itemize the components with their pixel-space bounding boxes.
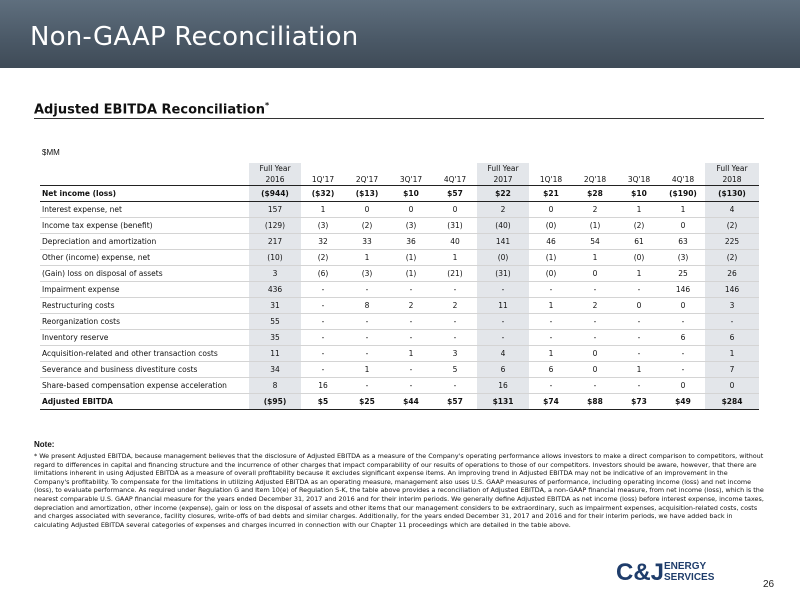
table-cell: - — [477, 314, 529, 330]
table-cell: 35 — [249, 330, 301, 346]
table-cell: - — [705, 314, 759, 330]
table-cell: 3 — [433, 346, 477, 362]
table-cell: - — [345, 330, 389, 346]
table-cell: 1 — [705, 346, 759, 362]
table-cell: 11 — [249, 346, 301, 362]
table-cell: 141 — [477, 234, 529, 250]
table-cell: - — [345, 346, 389, 362]
table-cell: - — [389, 378, 433, 394]
logo-text — [664, 561, 714, 583]
table-cell: 0 — [433, 202, 477, 218]
table-cell: 1 — [573, 250, 617, 266]
table-cell: 3 — [705, 298, 759, 314]
table-cell: - — [617, 282, 661, 298]
table-cell: ($32) — [301, 186, 345, 202]
table-cell: 2016 — [249, 174, 301, 186]
row-label — [40, 163, 249, 174]
table-cell: 16 — [477, 378, 529, 394]
table-row — [40, 330, 759, 346]
table-cell: 6 — [529, 362, 573, 378]
table-cell: (31) — [433, 218, 477, 234]
table-cell: (3) — [661, 250, 705, 266]
table-cell: 55 — [249, 314, 301, 330]
table-cell: 3Q'18 — [617, 174, 661, 186]
table-cell: Full Year — [249, 163, 301, 174]
page-title: Non-GAAP Reconciliation — [30, 22, 359, 52]
row-label: Reorganization costs — [40, 314, 249, 330]
row-label: Income tax expense (benefit) — [40, 218, 249, 234]
table-cell: $57 — [433, 186, 477, 202]
table-cell — [573, 163, 617, 174]
table-cell: $88 — [573, 394, 617, 410]
table-cell: (1) — [529, 250, 573, 266]
company-logo — [616, 558, 748, 588]
table-cell: 146 — [705, 282, 759, 298]
table-cell: $21 — [529, 186, 573, 202]
table-cell: 0 — [617, 298, 661, 314]
table-row — [40, 202, 759, 218]
table-cell: 2 — [389, 298, 433, 314]
table-cell: (3) — [301, 218, 345, 234]
table-cell: 0 — [661, 378, 705, 394]
ebitda-reconciliation-table — [40, 163, 759, 410]
table-cell: 1 — [617, 362, 661, 378]
table-cell: 34 — [249, 362, 301, 378]
table-cell: - — [433, 330, 477, 346]
table-cell: 2 — [573, 298, 617, 314]
table-cell: - — [573, 330, 617, 346]
table-cell: 40 — [433, 234, 477, 250]
table-cell: 1 — [529, 298, 573, 314]
table-cell: - — [301, 362, 345, 378]
table-cell: 33 — [345, 234, 389, 250]
table-cell: (2) — [705, 250, 759, 266]
table-row — [40, 362, 759, 378]
row-label: Other (income) expense, net — [40, 250, 249, 266]
table-cell: - — [529, 378, 573, 394]
table-cell: - — [529, 330, 573, 346]
table-cell: 146 — [661, 282, 705, 298]
table-cell: - — [433, 282, 477, 298]
table-cell: - — [389, 330, 433, 346]
table-cell: 54 — [573, 234, 617, 250]
table-cell: 4Q'18 — [661, 174, 705, 186]
table-cell: (21) — [433, 266, 477, 282]
table-cell: 0 — [573, 266, 617, 282]
table-cell: 0 — [389, 202, 433, 218]
table-cell: (129) — [249, 218, 301, 234]
table-row — [40, 250, 759, 266]
table-header-row — [40, 174, 759, 186]
table-cell: 46 — [529, 234, 573, 250]
table-cell — [389, 163, 433, 174]
table-total-row — [40, 394, 759, 410]
table-cell: 4 — [477, 346, 529, 362]
section-title — [34, 101, 269, 117]
table-cell: 1 — [389, 346, 433, 362]
table-cell: (1) — [573, 218, 617, 234]
row-label: Adjusted EBITDA — [40, 394, 249, 410]
note-label: Note: — [34, 440, 55, 449]
row-label: (Gain) loss on disposal of assets — [40, 266, 249, 282]
table-row — [40, 314, 759, 330]
table-cell: - — [433, 378, 477, 394]
table-row — [40, 346, 759, 362]
table-cell: - — [529, 282, 573, 298]
table-cell: (6) — [301, 266, 345, 282]
table-row — [40, 266, 759, 282]
table-cell: (3) — [345, 266, 389, 282]
table-cell: (1) — [389, 266, 433, 282]
table-cell: - — [389, 314, 433, 330]
table-cell: - — [617, 330, 661, 346]
table-cell: 25 — [661, 266, 705, 282]
table-cell: $10 — [389, 186, 433, 202]
table-cell: (0) — [477, 250, 529, 266]
table-cell: 2 — [477, 202, 529, 218]
table-cell: - — [661, 346, 705, 362]
table-cell: 0 — [573, 362, 617, 378]
table-row — [40, 218, 759, 234]
table-cell: 0 — [661, 218, 705, 234]
table-cell: 2 — [433, 298, 477, 314]
row-label: Restructuring costs — [40, 298, 249, 314]
table-cell: - — [573, 282, 617, 298]
table-cell: - — [477, 282, 529, 298]
table-cell: (10) — [249, 250, 301, 266]
section-rule — [34, 118, 764, 119]
table-cell: 1 — [345, 362, 389, 378]
table-cell: 61 — [617, 234, 661, 250]
row-label: Severance and business divestiture costs — [40, 362, 249, 378]
table-cell: 26 — [705, 266, 759, 282]
table-cell: 0 — [573, 346, 617, 362]
row-label: Net income (loss) — [40, 186, 249, 202]
table-cell: 2 — [573, 202, 617, 218]
table-cell: - — [301, 314, 345, 330]
page-number: 26 — [763, 579, 775, 590]
logo-line-2: SERVICES — [664, 572, 715, 583]
table-cell: $5 — [301, 394, 345, 410]
table-cell: - — [529, 314, 573, 330]
table-cell: - — [617, 378, 661, 394]
table-cell: 1 — [617, 202, 661, 218]
table-cell: (2) — [705, 218, 759, 234]
table-cell: 2017 — [477, 174, 529, 186]
table-cell: 2Q'18 — [573, 174, 617, 186]
table-cell: (1) — [389, 250, 433, 266]
table-cell: (3) — [389, 218, 433, 234]
table-cell: 3Q'17 — [389, 174, 433, 186]
table-cell: (0) — [529, 218, 573, 234]
table-cell: - — [617, 346, 661, 362]
table-cell: - — [389, 282, 433, 298]
table-cell: 11 — [477, 298, 529, 314]
table-cell: 6 — [705, 330, 759, 346]
table-cell: $28 — [573, 186, 617, 202]
table-cell: - — [301, 282, 345, 298]
table-cell: - — [477, 330, 529, 346]
table-cell: 4Q'17 — [433, 174, 477, 186]
table-cell: 217 — [249, 234, 301, 250]
table-cell: - — [301, 330, 345, 346]
table-cell: - — [661, 314, 705, 330]
table-cell: 8 — [345, 298, 389, 314]
table-cell: 0 — [705, 378, 759, 394]
note-text: * We present Adjusted EBITDA, because management believes that the disclosure of Adjusted EBITDA as a measure of the Company's operating performance allows investors to make a direct comparison to competitors, without regard to differences in capital and financing structure and the incurrence of other charges that impact comparability of our results of operations to those of our competitors. Investors should be aware, however, that there are limitations inherent in using Adjusted EBITDA as a measure of overall profitability because it excludes significant expense items. An improving trend in Adjusted EBITDA may not be indicative of an improvement in the Company's profitability. To compensate for the limitations in utilizing Adjusted EBITDA as an operating measure, management also uses U.S. GAAP measures of performance, including operating income (loss) and net income (loss), to evaluate performance. As required under Regulation G and Item 10(e) of Regulation S-K, the table above provides a reconciliation of Adjusted EBITDA, a non-GAAP financial measure, from net income (loss), which is the nearest comparable U.S. GAAP financial measure for the years ended December 31, 2017 and 2016 and for their interim periods. We generally define Adjusted EBITDA as net income (loss) before interest expense, income taxes, depreciation and amortization, other income (expense), gain or loss on the disposal of assets and other items that our management considers to be extraordinary, such as impairment expenses, acquisition-related costs, costs and charges associated with severance, facility closures, write-offs of bad debts and similar charges. Additionally, for the years ended December 31, 2017 and 2016 and for their interim periods, we have added back in calculating Adjusted EBITDA several categories of expenses and charges incurred in connection with our Chapter 11 proceedings which are detailed in the table above. — [34, 452, 764, 529]
table-cell: (0) — [529, 266, 573, 282]
table-cell: $10 — [617, 186, 661, 202]
table-cell: 7 — [705, 362, 759, 378]
table-cell: 32 — [301, 234, 345, 250]
table-cell: 16 — [301, 378, 345, 394]
table-cell: Full Year — [477, 163, 529, 174]
table-cell: - — [389, 362, 433, 378]
table-cell: $25 — [345, 394, 389, 410]
table-header-row — [40, 163, 759, 174]
table-cell: $74 — [529, 394, 573, 410]
table-cell: 8 — [249, 378, 301, 394]
table-cell: - — [345, 314, 389, 330]
row-label: Share-based compensation expense acceleration — [40, 378, 249, 394]
table-cell: 6 — [661, 330, 705, 346]
logo-line-1: ENERGY — [664, 561, 707, 572]
table-cell: 1Q'17 — [301, 174, 345, 186]
table-cell — [529, 163, 573, 174]
table-cell: 2018 — [705, 174, 759, 186]
table-cell: 6 — [477, 362, 529, 378]
row-label: Acquisition-related and other transaction costs — [40, 346, 249, 362]
table-row — [40, 298, 759, 314]
table-cell — [617, 163, 661, 174]
table-cell: $57 — [433, 394, 477, 410]
table-cell: ($13) — [345, 186, 389, 202]
table-cell: $73 — [617, 394, 661, 410]
row-label: Inventory reserve — [40, 330, 249, 346]
table-cell: - — [301, 346, 345, 362]
table-cell: - — [573, 378, 617, 394]
footnote-marker: * — [264, 101, 270, 110]
table-cell: - — [617, 314, 661, 330]
table-cell — [301, 163, 345, 174]
table-cell: - — [345, 378, 389, 394]
table-row — [40, 186, 759, 202]
table-row — [40, 378, 759, 394]
table-cell: 0 — [661, 298, 705, 314]
table-cell: (2) — [345, 218, 389, 234]
table-cell: 5 — [433, 362, 477, 378]
logo-mark: C&J — [616, 559, 665, 586]
table-cell: ($130) — [705, 186, 759, 202]
table-cell: 1 — [529, 346, 573, 362]
table-cell: - — [345, 282, 389, 298]
table-cell: 436 — [249, 282, 301, 298]
table-row — [40, 234, 759, 250]
table-cell — [661, 163, 705, 174]
table-cell: 1 — [433, 250, 477, 266]
row-label: Impairment expense — [40, 282, 249, 298]
table-row — [40, 282, 759, 298]
table-cell: 3 — [249, 266, 301, 282]
table-cell: (2) — [301, 250, 345, 266]
table-cell: Full Year — [705, 163, 759, 174]
table-cell: $44 — [389, 394, 433, 410]
table-cell: 1 — [301, 202, 345, 218]
table-cell: 1 — [661, 202, 705, 218]
table-cell: 63 — [661, 234, 705, 250]
table-cell: ($190) — [661, 186, 705, 202]
table-cell — [345, 163, 389, 174]
unit-label: $MM — [42, 148, 60, 157]
table-cell: - — [433, 314, 477, 330]
table-cell: ($944) — [249, 186, 301, 202]
table-cell: $22 — [477, 186, 529, 202]
table-cell: ($95) — [249, 394, 301, 410]
table-cell: $49 — [661, 394, 705, 410]
table-cell: 4 — [705, 202, 759, 218]
table-cell: - — [573, 314, 617, 330]
table-cell: (31) — [477, 266, 529, 282]
table-cell: - — [661, 362, 705, 378]
table-cell: - — [301, 298, 345, 314]
row-label: Depreciation and amortization — [40, 234, 249, 250]
table-cell: 31 — [249, 298, 301, 314]
table-cell: 0 — [345, 202, 389, 218]
table-cell — [433, 163, 477, 174]
table-cell: (0) — [617, 250, 661, 266]
table-cell: $284 — [705, 394, 759, 410]
table-cell: 225 — [705, 234, 759, 250]
table-cell: 2Q'17 — [345, 174, 389, 186]
table-cell: 1 — [617, 266, 661, 282]
table-cell: (40) — [477, 218, 529, 234]
table-cell: 157 — [249, 202, 301, 218]
row-label: Interest expense, net — [40, 202, 249, 218]
section-title-text: Adjusted EBITDA Reconciliation — [34, 102, 265, 118]
row-label — [40, 174, 249, 186]
table-cell: $131 — [477, 394, 529, 410]
table-cell: (2) — [617, 218, 661, 234]
table-cell: 1 — [345, 250, 389, 266]
table-cell: 36 — [389, 234, 433, 250]
table-cell: 1Q'18 — [529, 174, 573, 186]
table-cell: 0 — [529, 202, 573, 218]
header-bar — [0, 0, 800, 68]
